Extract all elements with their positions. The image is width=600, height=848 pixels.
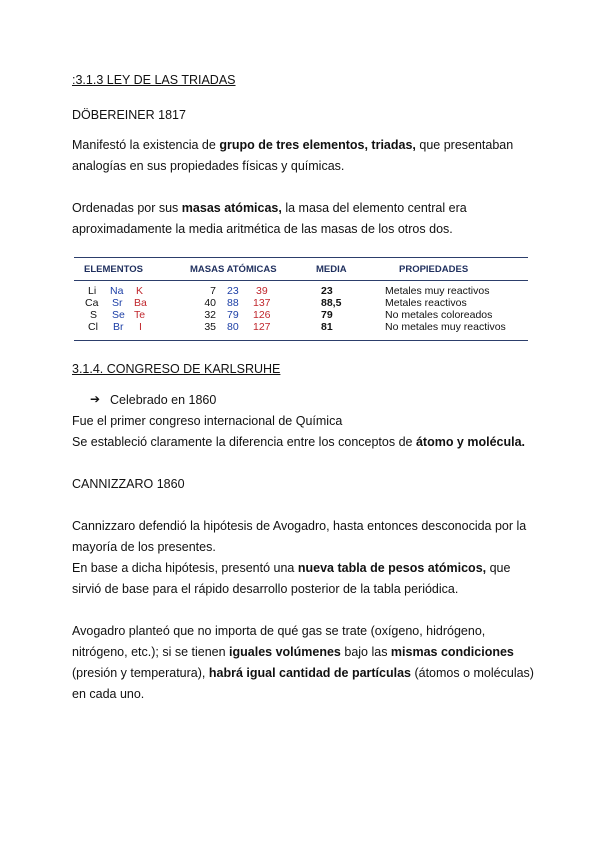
arrow-right-icon: ➔ [90,392,101,406]
subtitle-dobereiner: DÖBEREINER 1817 [72,108,186,122]
paragraph-cannizzaro-line2: mayoría de los presentes. [72,540,216,554]
table-cell: 35 [204,321,216,333]
paragraph-cannizzaro-line1: Cannizzaro defendió la hipótesis de Avogadro, hasta entonces desconocida por la [72,519,527,533]
table-cell: Sr [112,297,123,309]
table-cell: 88 [227,297,239,309]
table-cell: 137 [253,297,271,309]
table-cell: S [90,309,98,321]
table-cell: 39 [256,285,268,297]
paragraph-avogadro-line4: en cada uno. [72,687,145,701]
table-cell: Ba [134,297,147,309]
table-cell: K [136,285,144,297]
table-cell: Te [134,309,146,321]
table-cell: 126 [253,309,271,321]
table-cell: 79 [227,309,239,321]
table-cell: Ca [85,297,99,309]
table-cell: 79 [321,309,333,321]
paragraph-avogadro-line2: nitrógeno, etc.); si se tienen iguales volúmenes bajo las mismas condiciones [72,645,514,659]
table-cell: Metales muy reactivos [385,285,490,297]
table-cell: No metales muy reactivos [385,321,506,333]
paragraph-masas-line2: aproximadamente la media aritmética de las masas de los otros dos. [72,222,453,236]
subtitle-cannizzaro: CANNIZZARO 1860 [72,477,185,491]
table-cell: Li [88,285,97,297]
table-header-divider [74,280,528,281]
table-cell: Na [110,285,124,297]
table-cell: Metales reactivos [385,297,467,309]
table-header-propiedades: PROPIEDADES [399,264,469,275]
table-cell: 7 [210,285,216,297]
table-cell: 81 [321,321,333,333]
table-header-masas: MASAS ATÓMICAS [190,264,277,275]
table-cell: No metales coloreados [385,309,493,321]
bullet-celebrado: Celebrado en 1860 [110,393,217,407]
paragraph-tabla-line1: En base a dicha hipótesis, presentó una nueva tabla de pesos atómicos, que [72,561,511,575]
section-title-triadas: :3.1.3 LEY DE LAS TRIADAS [72,73,236,87]
table-cell: 127 [253,321,271,333]
paragraph-triadas-line1: Manifestó la existencia de grupo de tres elementos, triadas, que presentaban [72,138,514,152]
paragraph-avogadro-line3: (presión y temperatura), habrá igual cantidad de partículas (átomos o moléculas) [72,666,534,680]
table-cell: 23 [321,285,333,297]
table-header-media: MEDIA [316,264,347,275]
table-cell: Br [113,321,124,333]
line-diferencia: Se estableció claramente la diferencia entre los conceptos de átomo y molécula. [72,435,526,449]
table-cell: 80 [227,321,239,333]
line-primer-congreso: Fue el primer congreso internacional de Química [72,414,343,428]
table-cell: I [139,321,142,333]
table-cell: 32 [204,309,216,321]
paragraph-tabla-line2: sirvió de base para el rápido desarrollo posterior de la tabla periódica. [72,582,459,596]
paragraph-masas-line1: Ordenadas por sus masas atómicas, la masa del elemento central era [72,201,467,215]
table-cell: Se [112,309,125,321]
table-cell: Cl [88,321,98,333]
table-header-elementos: ELEMENTOS [84,264,143,275]
paragraph-avogadro-line1: Avogadro planteó que no importa de qué gas se trate (oxígeno, hidrógeno, [72,624,486,638]
paragraph-triadas-line2: analogías en sus propiedades físicas y químicas. [72,159,345,173]
table-cell: 23 [227,285,239,297]
table-cell: 40 [204,297,216,309]
table-cell: 88,5 [321,297,342,309]
section-title-karlsruhe: 3.1.4. CONGRESO DE KARLSRUHE [72,362,281,376]
